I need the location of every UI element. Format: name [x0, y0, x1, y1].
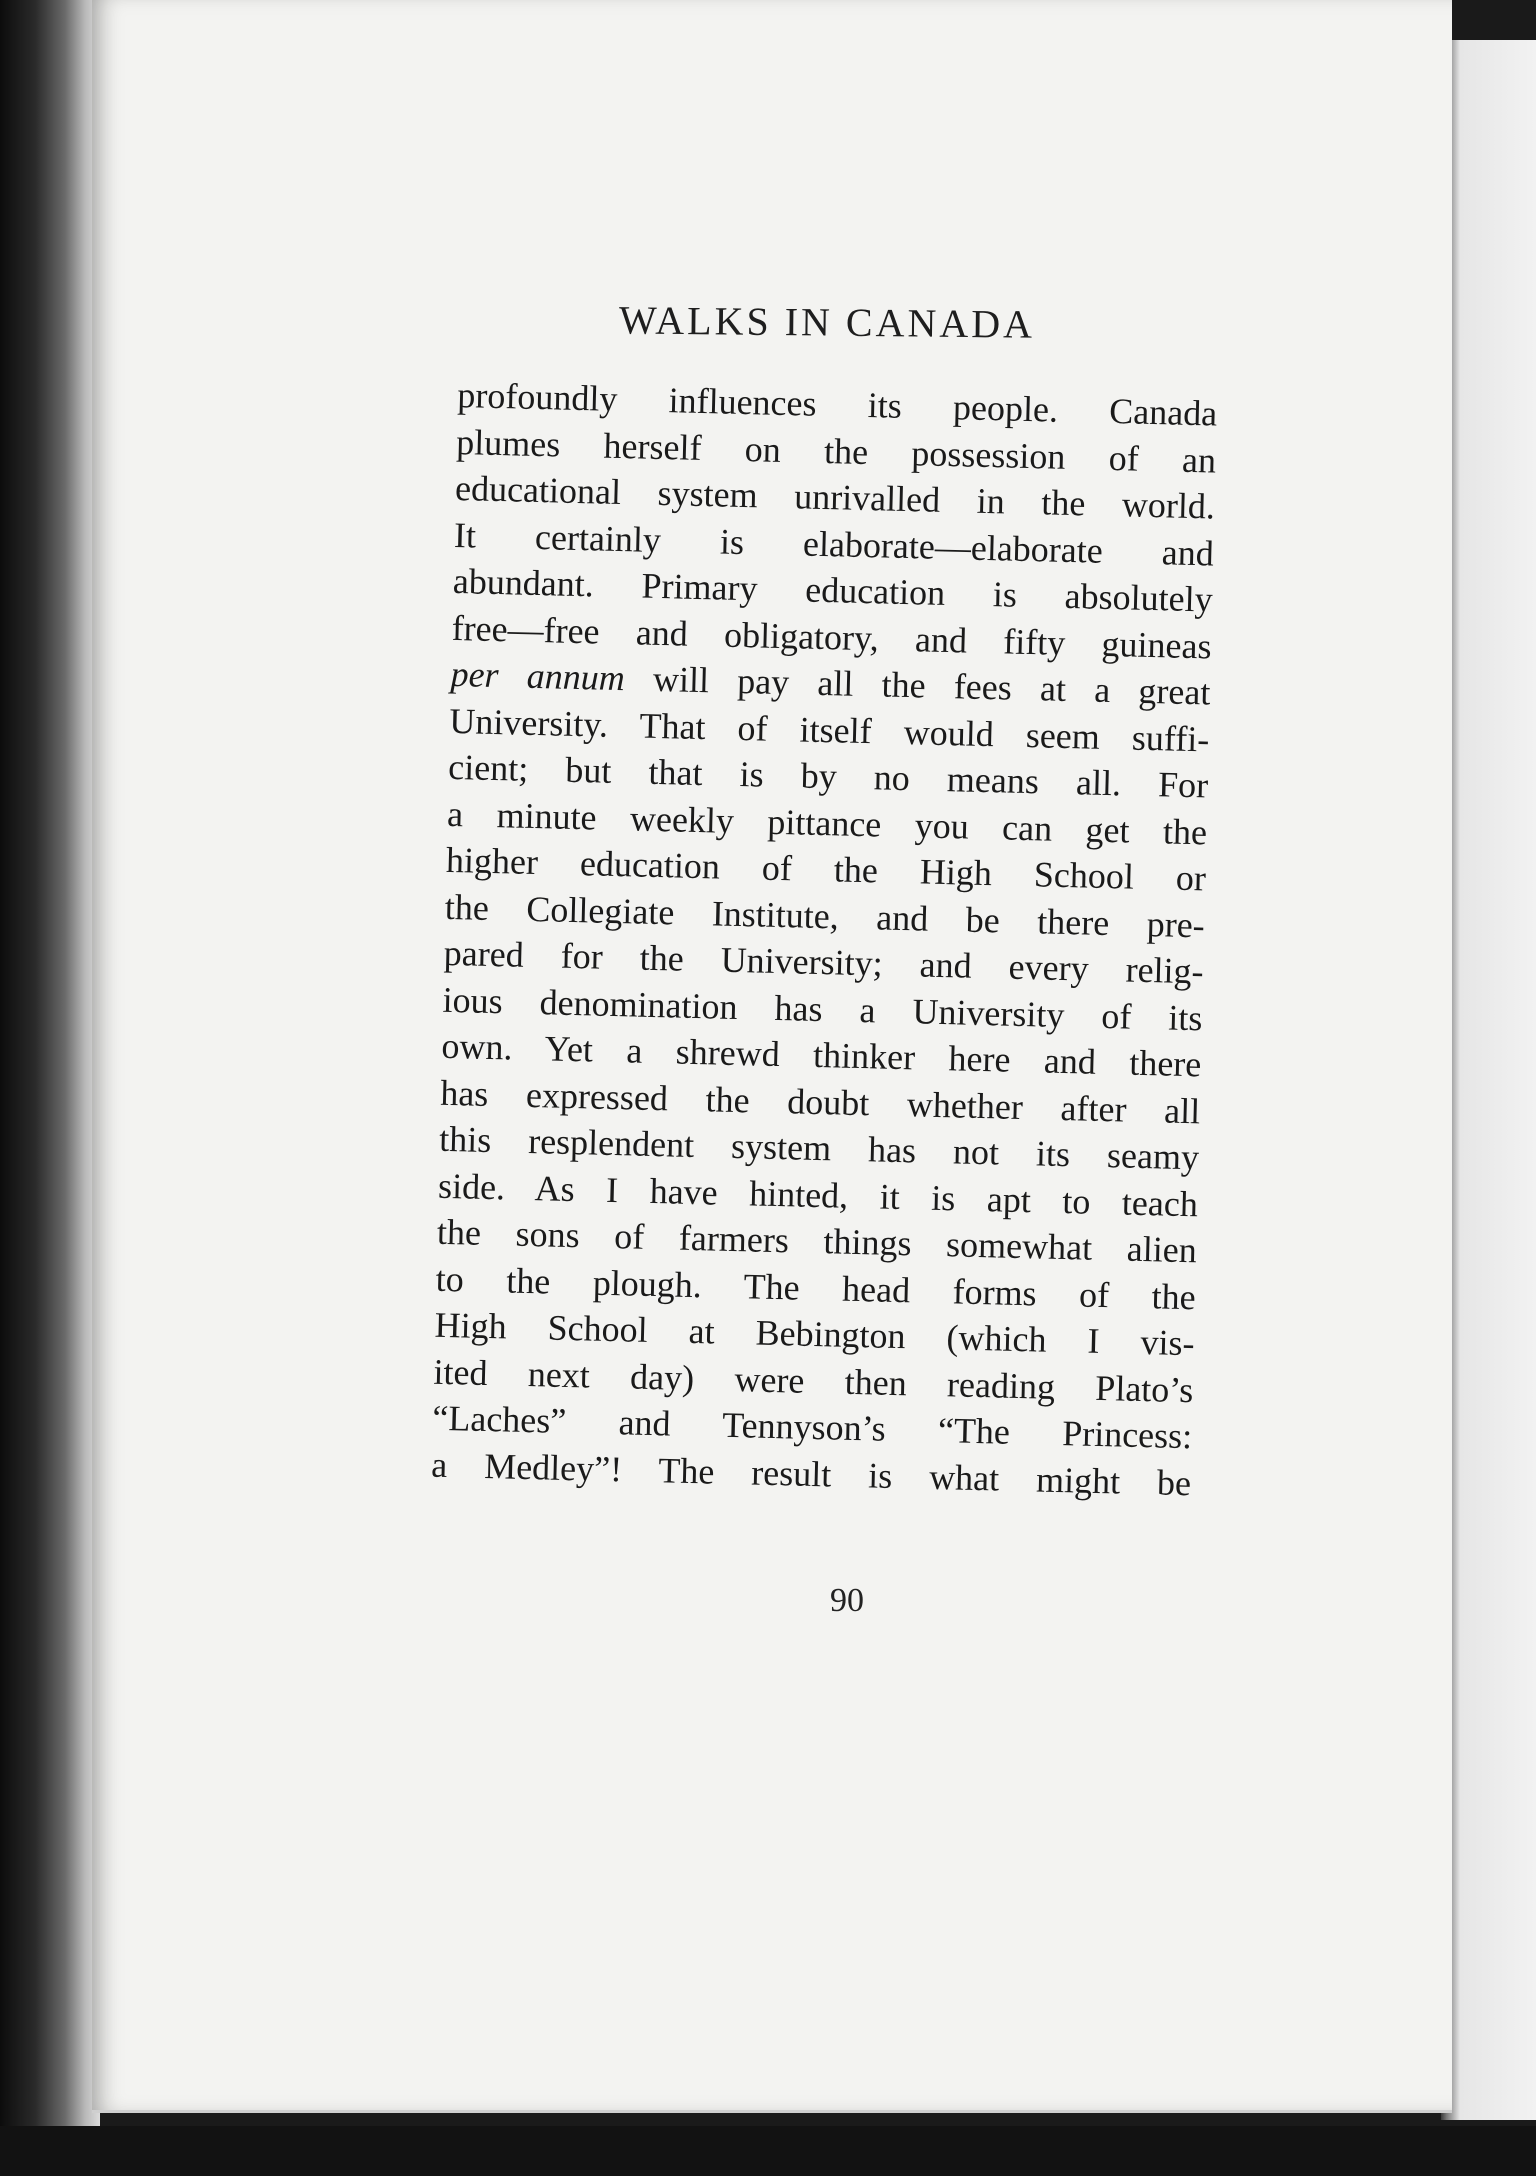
text-line: this resplendent system has not its seamy — [438, 1118, 1200, 1178]
body-text — [431, 372, 1218, 1506]
text-line: profoundly influences its people. Canada — [456, 374, 1218, 434]
text-line: pared for the University; and every relig- — [443, 932, 1205, 992]
text-line: plumes herself on the possession of an — [455, 421, 1217, 481]
text-line: cient; but that is by no means all. For — [447, 746, 1209, 806]
text-line: side. As I have hinted, it is apt to teach — [437, 1165, 1199, 1224]
facing-page-edge — [1441, 40, 1536, 2120]
text-line-remainder: will pay all the fees at a great — [624, 658, 1211, 713]
text-line: It certainly is elaborate—elaborate and — [453, 514, 1215, 574]
text-line: “Laches” and Tennyson’s “The Princess: — [431, 1397, 1193, 1457]
text-line: to the plough. The head forms of the — [435, 1258, 1197, 1317]
text-line: higher education of the High School or — [445, 839, 1207, 899]
text-line: ited next day) were then reading Plato’s — [433, 1351, 1194, 1410]
running-head: WALKS IN CANADA — [618, 297, 1036, 347]
text-line: a Medley”! The result is what might be — [430, 1444, 1192, 1503]
page-number: 90 — [830, 1582, 864, 1619]
text-line: the Collegiate Institute, and be there pre- — [444, 886, 1206, 945]
text-line: own. Yet a shrewd thinker here and there — [441, 1025, 1202, 1085]
text-line: has expressed the doubt whether after all — [439, 1072, 1201, 1131]
text-line: free—free and obligatory, and fifty guineas — [451, 607, 1213, 666]
text-line: abundant. Primary education is absolutely — [452, 560, 1214, 620]
italic-phrase: per annum — [450, 653, 626, 699]
text-line: High School at Bebington (which I vis- — [434, 1304, 1195, 1364]
text-line: educational system unrivalled in the world. — [454, 467, 1216, 527]
text-line: the sons of farmers things somewhat alien — [436, 1211, 1198, 1271]
text-line: ious denomination has a University of its — [442, 979, 1203, 1038]
text-line: a minute weekly pittance you can get the — [446, 793, 1208, 852]
book-binding-edge — [0, 0, 100, 2176]
scan-bottom-border — [0, 2126, 1536, 2176]
book-page — [92, 0, 1452, 2113]
text-line: University. That of itself would seem suffi- — [448, 700, 1210, 759]
